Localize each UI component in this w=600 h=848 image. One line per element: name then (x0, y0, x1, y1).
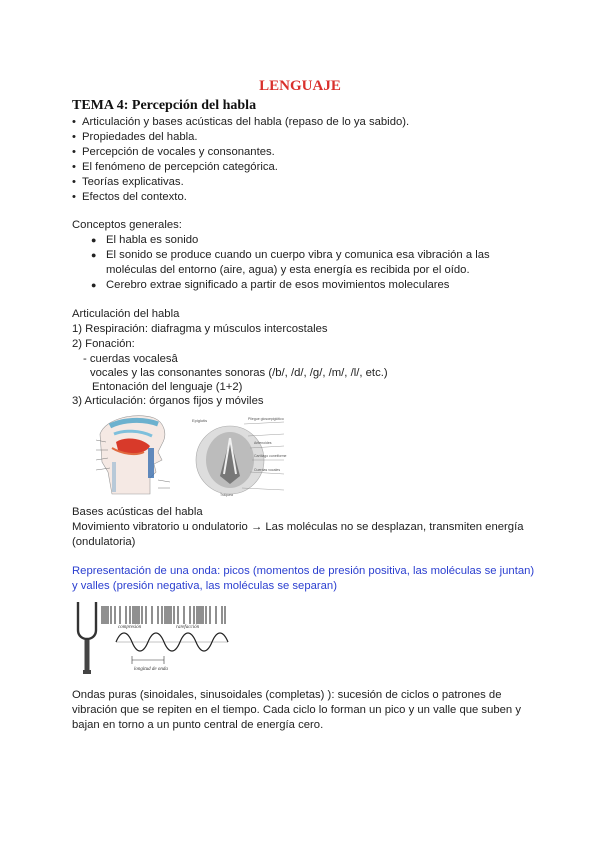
articulacion-line: - cuerdas vocalesâ (83, 353, 178, 365)
wave-illustration (72, 600, 232, 680)
ondas-line: bajan en torno a un punto central de energía cero. (72, 719, 324, 731)
articulacion-line: 2) Fonación: (72, 338, 135, 350)
ondas-line: vibración que se repiten en el tiempo. Cada ciclo lo forman un pico y un valle que suben y (72, 704, 522, 716)
wavelength-label: longitud de onda (134, 667, 168, 672)
articulacion-line: vocales y las consonantes sonoras (/b/, /d/, /g/, /m/, /l/, etc.) (90, 367, 388, 379)
compression-label: compresión (118, 625, 142, 630)
concept-item: ● El habla es sonido (91, 234, 199, 246)
topic-item: • Efectos del contexto. (72, 191, 187, 203)
compression-bars (102, 606, 225, 624)
larynx-label: Cuerdas vocales (254, 468, 281, 472)
representacion-line: y valles (presión negativa, las moléculas se separan) (72, 580, 337, 592)
topic-heading: TEMA 4: Percepción del habla (72, 98, 257, 113)
topic-item: • Propiedades del habla. (72, 131, 198, 143)
conceptos-heading: Conceptos generales: (72, 219, 182, 231)
topic-item: • Percepción de vocales y consonantes. (72, 146, 275, 158)
document-title: LENGUAJE (259, 78, 341, 94)
larynx-label: Epiglotis (192, 418, 208, 423)
larynx-label: Pliegue glosoepiglótico (248, 417, 284, 421)
bases-line: Movimiento vibratorio u ondulatorio → Las moléculas no se desplazan, transmiten energía (72, 521, 524, 533)
larynx-label: Tráquea (220, 493, 233, 497)
ondas-line: Ondas puras (sinoidales, sinusoidales (completas) ): sucesión de ciclos o patrones de (72, 689, 502, 701)
bases-line: (ondulatoria) (72, 536, 136, 548)
tuning-fork-icon (78, 602, 96, 674)
concept-item-continuation: moléculas del entorno (aire, agua) y esta energía es recibida por el oído. (106, 264, 470, 276)
articulacion-heading: Articulación del habla (72, 308, 180, 320)
topic-item: • Teorías explicativas. (72, 176, 184, 188)
articulacion-line: Entonación del lenguaje (1+2) (92, 381, 243, 393)
topic-item: • El fenómeno de percepción categórica. (72, 161, 278, 173)
larynx-illustration (190, 414, 300, 498)
rarefaction-label: rarefacción (176, 625, 200, 630)
concept-item: ● Cerebro extrae significado a partir de esos movimientos moleculares (91, 279, 450, 291)
topic-item: • Articulación y bases acústicas del habla (repaso de lo ya sabido). (72, 116, 410, 128)
representacion-line: Representación de una onda: picos (momentos de presión positiva, las moléculas se juntan) (72, 565, 535, 577)
bases-heading: Bases acústicas del habla (72, 506, 203, 518)
concept-item: ● El sonido se produce cuando un cuerpo vibra y comunica esa vibración a las (91, 249, 490, 261)
larynx-label: Aritenoides (254, 441, 272, 445)
larynx-label: Cartílago cuneiforme (254, 454, 287, 458)
articulacion-line: 3) Articulación: órganos fijos y móviles (72, 395, 264, 407)
articulacion-line: 1) Respiración: diafragma y músculos intercostales (72, 323, 328, 335)
head-anatomy-illustration (92, 412, 174, 496)
